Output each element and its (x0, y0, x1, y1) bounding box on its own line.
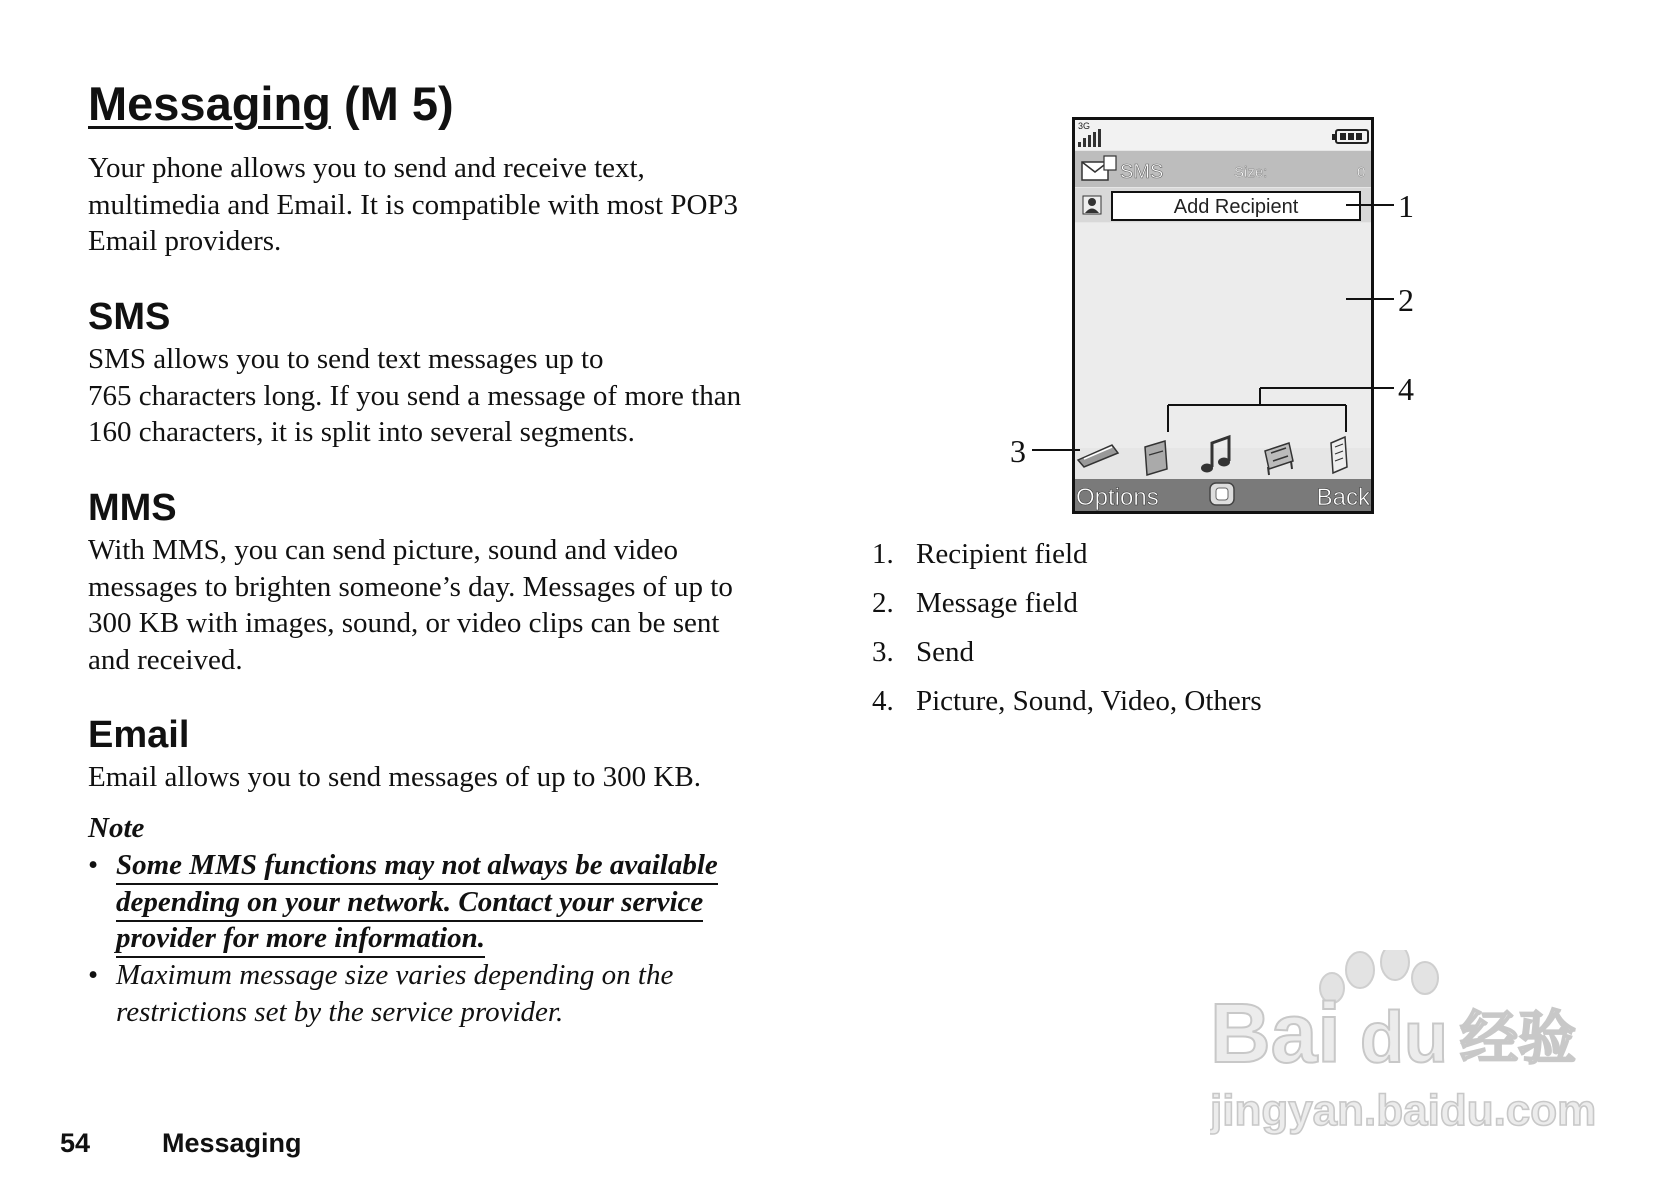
sms-line: SMS allows you to send text messages up to (88, 343, 604, 375)
intro-line: Email providers. (88, 225, 282, 257)
mms-line: messages to brighten someone’s day. Messages of up to (88, 570, 733, 603)
note-line: Some MMS functions may not always be available (116, 849, 718, 885)
sms-line: 160 characters, it is split into several segments. (88, 416, 635, 448)
size-label: Size: (1234, 164, 1268, 181)
email-line: Email allows you to send messages of up to 300 KB. (88, 761, 701, 793)
callout-4: 4 (1398, 371, 1414, 407)
callout-1: 1 (1398, 188, 1414, 224)
legend-num: 4. (872, 685, 894, 717)
intro-line: Your phone allows you to send and receive text, (88, 152, 645, 184)
note-label: Note (88, 812, 145, 844)
bullet-dot: • (88, 849, 99, 881)
callout-2: 2 (1398, 282, 1414, 318)
baidu-watermark-logo (1210, 950, 1620, 1150)
app-label: SMS (1120, 161, 1164, 183)
email-heading: Email (88, 714, 190, 756)
back-softkey[interactable]: Back (1316, 484, 1370, 511)
legend-num: 3. (872, 636, 894, 668)
legend-num: 2. (872, 587, 894, 619)
options-softkey[interactable]: Options (1076, 484, 1159, 511)
mms-line: 300 KB with images, sound, or video clips can be sent (88, 607, 720, 639)
page-number: 54 (60, 1128, 91, 1158)
watermark-brand-2: du (1360, 998, 1448, 1078)
legend-text: Picture, Sound, Video, Others (916, 685, 1262, 717)
sms-heading: SMS (88, 296, 171, 338)
mms-line: With MMS, you can send picture, sound and video (88, 534, 679, 566)
mms-heading: MMS (88, 487, 177, 529)
footer-section-name: Messaging (162, 1128, 302, 1158)
legend-text: Send (916, 636, 974, 668)
mms-line: and received. (88, 643, 243, 676)
watermark-brand: Bai (1210, 986, 1341, 1080)
note-line: depending on your network. Contact your service (116, 886, 703, 922)
legend-num: 1. (872, 538, 894, 570)
size-value: 0 (1357, 164, 1366, 181)
callout-3: 3 (1010, 433, 1026, 469)
watermark-url: jingyan.baidu.com (1210, 1086, 1597, 1135)
sms-line: 765 characters long. If you send a message of more than (88, 379, 742, 412)
title-suffix: (M 5) (343, 77, 454, 130)
add-recipient-label: Add Recipient (1173, 196, 1299, 218)
note-line: provider for more information. (116, 922, 485, 958)
intro-line: multimedia and Email. It is compatible with most POP3 (88, 188, 739, 221)
note-line: Maximum message size varies depending on the (116, 959, 674, 991)
legend-text: Message field (916, 587, 1078, 619)
bullet-dot: • (88, 959, 99, 991)
legend-text: Recipient field (916, 538, 1088, 570)
title-main: Messaging (88, 77, 331, 130)
watermark-cn: 经验 (1460, 1004, 1577, 1072)
network-label: 3G (1078, 121, 1091, 131)
note-line: restrictions set by the service provider. (116, 995, 564, 1028)
